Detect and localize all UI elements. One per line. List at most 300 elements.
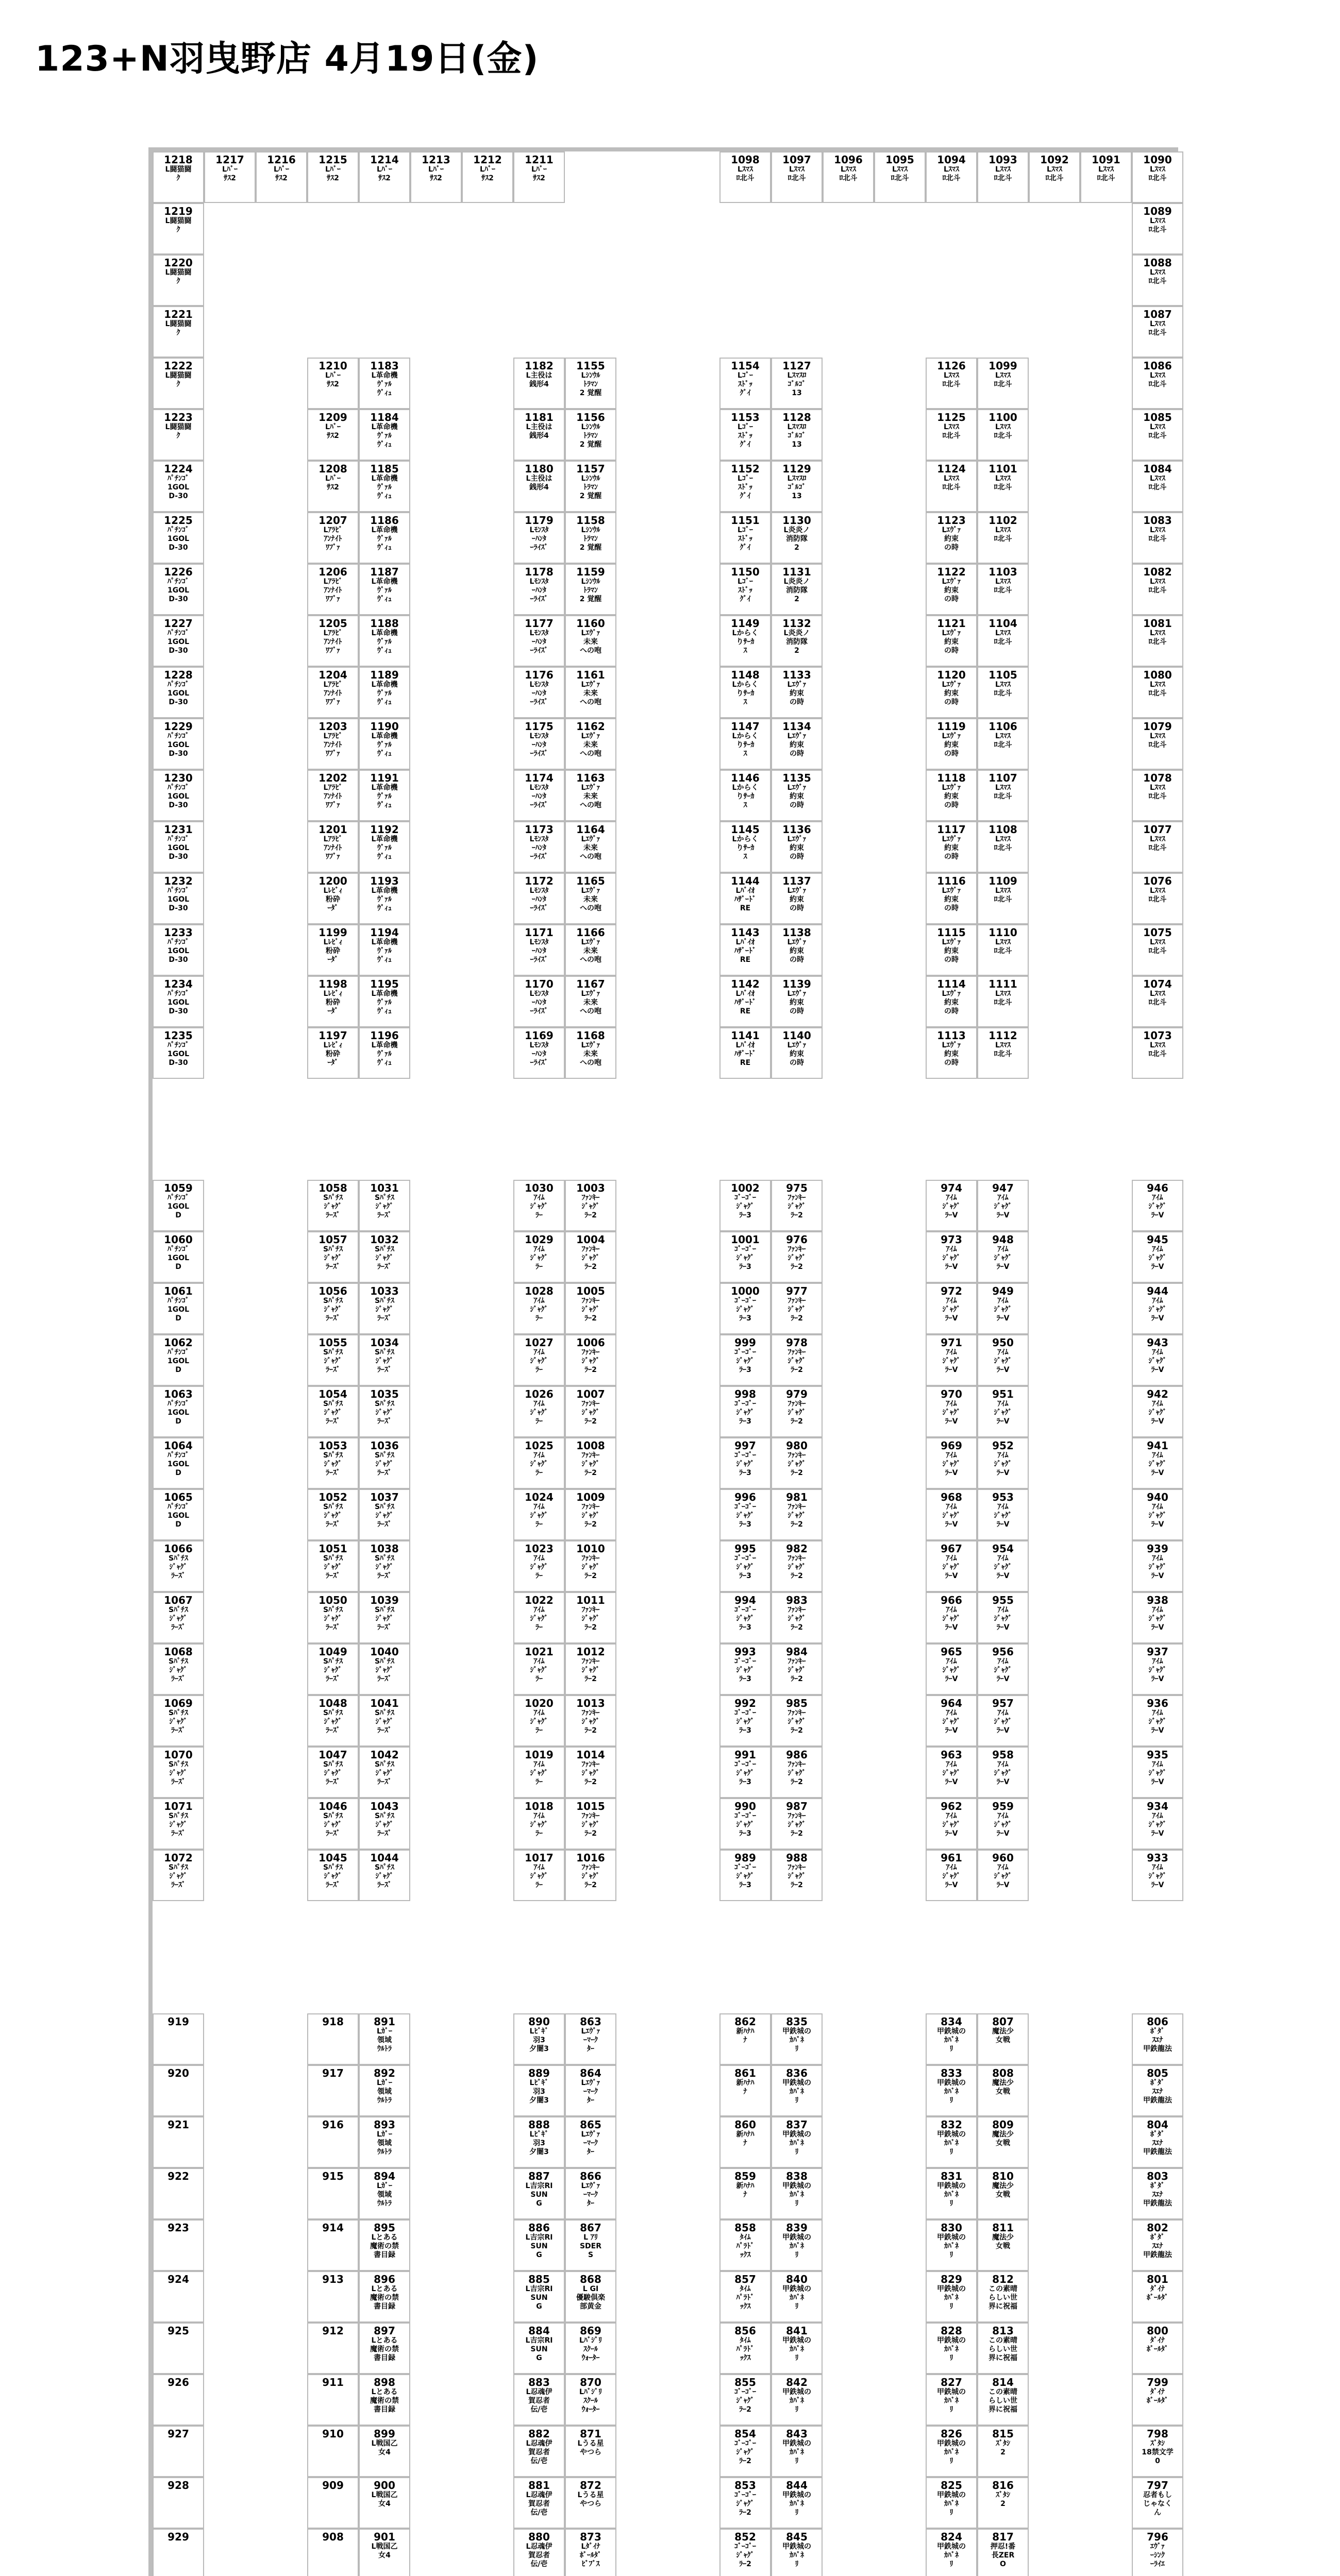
machine-cell xyxy=(359,924,410,976)
machine-name: Lｼﾝｳﾙ ﾄﾗﾏﾝ 2 覚醒 xyxy=(579,578,602,603)
machine-name: ｱｲﾑ ｼﾞｬｸﾞ ﾗｰV xyxy=(942,1400,961,1426)
machine-name: Sﾊﾟﾁｽ ｼﾞｬｸﾞ ﾗｰｽﾞ xyxy=(374,1245,395,1271)
machine-cell xyxy=(1132,1643,1183,1695)
machine-cell xyxy=(359,1747,410,1798)
machine-cell xyxy=(823,151,874,203)
machine-cell xyxy=(719,2065,771,2116)
machine-cell xyxy=(256,151,307,203)
machine-cell xyxy=(1132,2426,1183,2477)
machine-number: 1178 xyxy=(525,566,554,578)
machine-number: 1120 xyxy=(937,669,966,681)
machine-name: ｱｲﾑ ｼﾞｬｸﾞ ﾗｰV xyxy=(1148,1245,1167,1271)
machine-name: Lｽﾏｽ ﾛ北斗 xyxy=(788,165,806,182)
machine-name: Lとある 魔術の禁 書目録 xyxy=(370,2336,399,2362)
machine-number: 1114 xyxy=(937,978,966,990)
machine-cell xyxy=(359,512,410,564)
machine-cell xyxy=(153,512,204,564)
machine-name: Lｴｳﾞｧ 未来 への咆 xyxy=(580,681,601,706)
machine-cell xyxy=(977,976,1029,1027)
machine-name: 甲鉄城の ｶﾊﾞﾈ ﾘ xyxy=(782,2130,811,2156)
machine-name: 甲鉄城の ｶﾊﾞﾈ ﾘ xyxy=(782,2285,811,2311)
machine-name: ｱｲﾑ ｼﾞｬｸﾞ ﾗｰV xyxy=(942,1606,961,1632)
machine-cell xyxy=(462,151,513,203)
machine-number: 836 xyxy=(786,2067,808,2079)
machine-name: ﾊﾟﾁﾝｺﾞ 1GOL D-30 xyxy=(167,887,190,912)
machine-cell xyxy=(1132,1437,1183,1489)
machine-name: Lｴｳﾞｧ 約束 の時 xyxy=(942,526,961,552)
machine-cell xyxy=(565,821,616,873)
machine-cell xyxy=(977,1798,1029,1850)
machine-name: L革命機 ｳﾞｧﾙ ｳﾞｨｭ xyxy=(371,784,398,809)
machine-cell xyxy=(513,1540,565,1592)
machine-cell xyxy=(153,667,204,718)
machine-cell xyxy=(513,1850,565,1901)
machine-number: 1102 xyxy=(989,514,1017,527)
machine-number: 1193 xyxy=(370,875,399,887)
machine-cell xyxy=(771,2374,823,2426)
machine-cell xyxy=(719,1334,771,1386)
machine-name: Sﾊﾟﾁｽ ｼﾞｬｸﾞ ﾗｰｽﾞ xyxy=(374,1503,395,1529)
machine-cell xyxy=(977,2426,1029,2477)
machine-name: Lｽﾏｽ ﾛ北斗 xyxy=(1148,1041,1167,1058)
machine-cell xyxy=(771,1437,823,1489)
machine-number: 844 xyxy=(786,2479,808,2492)
machine-cell xyxy=(513,1437,565,1489)
machine-number: 1113 xyxy=(937,1029,966,1042)
machine-cell xyxy=(1132,1231,1183,1283)
machine-number: 1230 xyxy=(164,772,193,784)
machine-cell xyxy=(1132,2168,1183,2219)
machine-number: 859 xyxy=(734,2170,756,2182)
machine-number: 1228 xyxy=(164,669,193,681)
machine-name: 甲鉄城の ｶﾊﾞﾈ ﾘ xyxy=(937,2336,966,2362)
machine-number: 799 xyxy=(1147,2376,1168,2388)
machine-cell xyxy=(719,1798,771,1850)
machine-name: Lｴｳﾞｧ 約束 の時 xyxy=(787,681,807,706)
machine-number: 933 xyxy=(1147,1852,1168,1864)
machine-number: 863 xyxy=(580,2015,601,2028)
machine-name: Lｶﾞｰ 領域 ｳﾙﾄﾗ xyxy=(377,2130,392,2156)
machine-number: 1084 xyxy=(1143,463,1172,475)
machine-cell xyxy=(771,976,823,1027)
machine-name: ﾊﾟﾁﾝｺﾞ 1GOL D-30 xyxy=(167,835,190,861)
machine-cell xyxy=(926,1747,977,1798)
machine-cell xyxy=(771,564,823,615)
machine-number: 1182 xyxy=(525,360,554,372)
machine-name: ｺﾞｰｺﾞｰ ｼﾞｬｸﾞ ﾗｰ3 xyxy=(734,1863,756,1889)
machine-number: 1185 xyxy=(370,463,399,475)
machine-cell xyxy=(771,1283,823,1334)
machine-number: 1009 xyxy=(576,1491,605,1503)
machine-cell xyxy=(771,1027,823,1079)
machine-cell xyxy=(926,2065,977,2116)
machine-name: ﾊﾟﾁﾝｺﾞ 1GOL D-30 xyxy=(167,629,190,655)
machine-name: L忍魂伊 賀忍者 伝/壱 xyxy=(526,2543,552,2568)
machine-number: 1063 xyxy=(164,1388,193,1400)
machine-cell xyxy=(153,461,204,512)
machine-number: 1041 xyxy=(370,1697,399,1709)
machine-cell xyxy=(719,1695,771,1747)
machine-name: Lｴｳﾞｧ 約束 の時 xyxy=(942,835,961,861)
machine-cell xyxy=(307,1489,359,1540)
machine-number: 1088 xyxy=(1143,257,1172,269)
machine-number: 1175 xyxy=(525,720,554,733)
machine-cell xyxy=(513,151,565,203)
machine-number: 900 xyxy=(374,2479,395,2492)
machine-name: Lﾚﾋﾞｨ 粉砕 ｰﾀﾞ xyxy=(323,990,343,1015)
machine-number: 1108 xyxy=(989,823,1017,836)
machine-number: 1073 xyxy=(1143,1029,1172,1042)
machine-cell xyxy=(771,2013,823,2065)
machine-name: Lｽﾏｽ ﾛ北斗 xyxy=(942,423,961,440)
machine-name: ﾌｧﾝｷｰ ｼﾞｬｸﾞ ﾗｰ2 xyxy=(788,1606,806,1632)
machine-number: 1155 xyxy=(576,360,605,372)
machine-cell xyxy=(513,1283,565,1334)
machine-number: 1096 xyxy=(834,154,863,166)
machine-name: ｱｲﾑ ｼﾞｬｸﾞ ﾗｰV xyxy=(994,1657,1012,1683)
machine-cell xyxy=(926,821,977,873)
machine-number: 939 xyxy=(1147,1543,1168,1555)
machine-cell xyxy=(719,2323,771,2374)
machine-cell xyxy=(1132,2271,1183,2323)
machine-name: Lｴｳﾞｧ 約束 の時 xyxy=(942,732,961,758)
machine-cell xyxy=(977,667,1029,718)
machine-name: Lﾊﾞｲｵ ﾊｻﾞｰﾄﾞ RE xyxy=(734,990,756,1015)
machine-cell xyxy=(307,1283,359,1334)
machine-number: 1141 xyxy=(731,1029,760,1042)
machine-name: 甲鉄城の ｶﾊﾞﾈ ﾘ xyxy=(782,2233,811,2259)
machine-number: 881 xyxy=(528,2479,550,2492)
machine-number: 977 xyxy=(786,1285,808,1297)
machine-name: ｱｲﾑ ｼﾞｬｸﾞ ﾗｰ xyxy=(530,1348,548,1374)
machine-number: 1158 xyxy=(576,514,605,527)
machine-name: ﾌｧﾝｷｰ ｼﾞｬｸﾞ ﾗｰ2 xyxy=(581,1863,600,1889)
machine-name: ﾌｧﾝｷｰ ｼﾞｬｸﾞ ﾗｰ2 xyxy=(581,1194,600,1219)
machine-name: Lﾚﾋﾞｨ 粉砕 ｰﾀﾞ xyxy=(323,1041,343,1067)
machine-name: Lｽﾏｽ ﾛ北斗 xyxy=(891,165,909,182)
machine-number: 1086 xyxy=(1143,360,1172,372)
machine-cell xyxy=(719,2271,771,2323)
machine-name: ﾎﾞﾀﾞ ｽｴﾅ 甲鉄龍法 xyxy=(1143,2027,1172,2053)
machine-cell xyxy=(565,2529,616,2576)
machine-name: ｱｲﾑ ｼﾞｬｸﾞ ﾗｰ xyxy=(530,1606,548,1632)
machine-number: 870 xyxy=(580,2376,601,2388)
machine-number: 1039 xyxy=(370,1594,399,1606)
machine-cell xyxy=(719,873,771,924)
machine-cell xyxy=(513,1027,565,1079)
machine-number: 829 xyxy=(941,2273,962,2285)
machine-number: 1016 xyxy=(576,1852,605,1864)
machine-number: 1140 xyxy=(782,1029,811,1042)
machine-name: ｱｲﾑ ｼﾞｬｸﾞ ﾗｰV xyxy=(994,1554,1012,1580)
machine-cell xyxy=(565,461,616,512)
machine-name: 甲鉄城の ｶﾊﾞﾈ ﾘ xyxy=(937,2130,966,2156)
machine-name: ﾊﾟﾁﾝｺﾞ 1GOL D xyxy=(167,1245,190,1271)
machine-cell xyxy=(926,2219,977,2271)
machine-name: ｺﾞｰｺﾞｰ ｼﾞｬｸﾞ ﾗｰ3 xyxy=(734,1554,756,1580)
machine-cell xyxy=(565,2013,616,2065)
machine-cell xyxy=(719,2374,771,2426)
machine-name: Lﾊﾞｰ ｻｽ2 xyxy=(325,474,341,492)
machine-number: 934 xyxy=(1147,1800,1168,1812)
machine-name: Sﾊﾟﾁｽ ｼﾞｬｸﾞ ﾗｰｽﾞ xyxy=(374,1709,395,1735)
machine-name: Lからく りｻｰｶ ｽ xyxy=(732,629,759,655)
machine-cell xyxy=(926,2271,977,2323)
machine-name: ｱｲﾑ ｼﾞｬｸﾞ ﾗｰ xyxy=(530,1760,548,1786)
machine-name: Sﾊﾟﾁｽ ｼﾞｬｸﾞ ﾗｰｽﾞ xyxy=(323,1503,343,1529)
machine-cell xyxy=(977,1540,1029,1592)
machine-name: Lｴｳﾞｧ 約束 の時 xyxy=(942,938,961,964)
machine-cell xyxy=(307,2374,359,2426)
machine-name: Lｽﾏｽ ﾛ北斗 xyxy=(1148,268,1167,285)
machine-cell xyxy=(565,1540,616,1592)
machine-number: 1226 xyxy=(164,566,193,578)
machine-number: 1109 xyxy=(989,875,1017,887)
machine-number: 1087 xyxy=(1143,308,1172,320)
machine-number: 895 xyxy=(374,2222,395,2234)
machine-cell xyxy=(513,2116,565,2168)
machine-number: 1008 xyxy=(576,1439,605,1452)
machine-number: 914 xyxy=(322,2222,344,2234)
machine-cell xyxy=(153,1334,204,1386)
machine-number: 941 xyxy=(1147,1439,1168,1452)
machine-cell xyxy=(565,1437,616,1489)
machine-cell xyxy=(513,1747,565,1798)
machine-number: 1186 xyxy=(370,514,399,527)
machine-number: 949 xyxy=(992,1285,1014,1297)
machine-name: 甲鉄城の ｶﾊﾞﾈ ﾘ xyxy=(937,2233,966,2259)
machine-cell xyxy=(359,1798,410,1850)
machine-name: ﾊﾟﾁﾝｺﾞ 1GOL D xyxy=(167,1348,190,1374)
machine-name: Sﾊﾟﾁｽ ｼﾞｬｸﾞ ﾗｰｽﾞ xyxy=(374,1812,395,1838)
machine-name: Lｽﾏｽ ﾛ北斗 xyxy=(1148,217,1167,234)
machine-name: Lｴｳﾞｧ 約束 の時 xyxy=(942,887,961,912)
machine-cell xyxy=(513,564,565,615)
machine-number: 832 xyxy=(941,2119,962,2131)
machine-cell xyxy=(565,1180,616,1231)
machine-cell xyxy=(1132,1180,1183,1231)
machine-number: 1166 xyxy=(576,926,605,939)
machine-number: 1077 xyxy=(1143,823,1172,836)
machine-number: 1058 xyxy=(319,1182,347,1194)
machine-name: Lﾊﾞｼﾞﾘ ｽｸｰﾙ ｳｫｰﾀｰ xyxy=(579,2336,602,2362)
machine-number: 898 xyxy=(374,2376,395,2388)
machine-number: 1224 xyxy=(164,463,193,475)
machine-cell xyxy=(565,358,616,409)
machine-cell xyxy=(719,512,771,564)
machine-name: ｱｲﾑ ｼﾞｬｸﾞ ﾗｰ xyxy=(530,1451,548,1477)
machine-name: Lからく りｻｰｶ ｽ xyxy=(732,784,759,809)
machine-name: ﾌｧﾝｷｰ ｼﾞｬｸﾞ ﾗｰ2 xyxy=(788,1400,806,1426)
machine-number: 838 xyxy=(786,2170,808,2182)
machine-cell xyxy=(513,2529,565,2576)
machine-cell xyxy=(977,821,1029,873)
machine-name: Lﾊﾞｲｵ ﾊｻﾞｰﾄﾞ RE xyxy=(734,938,756,964)
machine-name: Lｶﾞｰ 領域 ｳﾙﾄﾗ xyxy=(377,2027,392,2053)
machine-name: Lﾚﾋﾞｨ 粉砕 ｰﾀﾞ xyxy=(323,887,343,912)
machine-number: 959 xyxy=(992,1800,1014,1812)
machine-cell xyxy=(719,2477,771,2529)
machine-number: 811 xyxy=(992,2222,1014,2234)
machine-number: 1103 xyxy=(989,566,1017,578)
machine-cell xyxy=(926,1695,977,1747)
machine-name: ﾀﾞｲﾅ ﾎﾞｰﾙﾀﾞ xyxy=(1147,2336,1168,2353)
machine-cell xyxy=(926,564,977,615)
machine-number: 886 xyxy=(528,2222,550,2234)
machine-cell xyxy=(719,461,771,512)
machine-name: Lとある 魔術の禁 書目録 xyxy=(370,2233,399,2259)
machine-number: 802 xyxy=(1147,2222,1168,2234)
machine-cell xyxy=(565,2426,616,2477)
machine-number: 1157 xyxy=(576,463,605,475)
machine-cell xyxy=(359,2116,410,2168)
machine-name: ｱｲﾑ ｼﾞｬｸﾞ ﾗｰV xyxy=(994,1709,1012,1735)
machine-name: Lｽﾏｽ ﾛ北斗 xyxy=(994,681,1012,698)
machine-cell xyxy=(771,2477,823,2529)
machine-cell xyxy=(1132,151,1183,203)
machine-cell xyxy=(926,2013,977,2065)
machine-name: Lｴｳﾞｧ 約束 の時 xyxy=(942,1041,961,1067)
machine-number: 1090 xyxy=(1143,154,1172,166)
machine-number: 969 xyxy=(941,1439,962,1452)
machine-name: L戦国乙 女4 xyxy=(371,2439,398,2456)
machine-cell xyxy=(874,151,926,203)
machine-cell xyxy=(513,358,565,409)
machine-name: Lｽﾏｽ ﾛ北斗 xyxy=(1148,578,1167,595)
machine-number: 1153 xyxy=(731,411,760,423)
machine-cell xyxy=(513,1489,565,1540)
machine-cell xyxy=(153,203,204,255)
machine-name: ﾀﾞｲﾅ ﾎﾞｰﾙﾀﾞ xyxy=(1147,2388,1168,2405)
machine-number: 830 xyxy=(941,2222,962,2234)
machine-name: ﾌｧﾝｷｰ ｼﾞｬｸﾞ ﾗｰ2 xyxy=(581,1348,600,1374)
machine-number: 1149 xyxy=(731,617,760,630)
machine-cell xyxy=(513,873,565,924)
machine-name: ﾌｧﾝｷｰ ｼﾞｬｸﾞ ﾗｰ2 xyxy=(581,1503,600,1529)
machine-name: Sﾊﾟﾁｽ ｼﾞｬｸﾞ ﾗｰｽﾞ xyxy=(374,1297,395,1323)
machine-number: 1032 xyxy=(370,1233,399,1246)
machine-number: 1167 xyxy=(576,978,605,990)
machine-name: Sﾊﾟﾁｽ ｼﾞｬｸﾞ ﾗｰｽﾞ xyxy=(168,1657,189,1683)
machine-number: 1025 xyxy=(525,1439,554,1452)
machine-name: ｱｲﾑ ｼﾞｬｸﾞ ﾗｰ xyxy=(530,1400,548,1426)
machine-name: ｱｲﾑ ｼﾞｬｸﾞ ﾗｰ xyxy=(530,1657,548,1683)
machine-name: ｱｲﾑ ｼﾞｬｸﾞ ﾗｰV xyxy=(942,1760,961,1786)
machine-cell xyxy=(719,409,771,461)
machine-name: ﾌｧﾝｷｰ ｼﾞｬｸﾞ ﾗｰ2 xyxy=(788,1709,806,1735)
machine-number: 853 xyxy=(734,2479,756,2492)
machine-cell xyxy=(1132,615,1183,667)
machine-name: Lｴｳﾞｧ 未来 への咆 xyxy=(580,990,601,1015)
machine-name: L革命機 ｳﾞｧﾙ ｳﾞｨｭ xyxy=(371,526,398,552)
machine-cell xyxy=(926,770,977,821)
machine-name: 甲鉄城の ｶﾊﾞﾈ ﾘ xyxy=(937,2543,966,2568)
machine-number: 1181 xyxy=(525,411,554,423)
machine-number: 1038 xyxy=(370,1543,399,1555)
machine-cell xyxy=(307,1231,359,1283)
machine-name: 魔法少 女戦 xyxy=(992,2130,1014,2147)
machine-name: Lﾊﾞｰ ｻｽ2 xyxy=(480,165,495,182)
machine-cell xyxy=(719,1437,771,1489)
machine-number: 888 xyxy=(528,2119,550,2131)
machine-cell xyxy=(771,2323,823,2374)
machine-number: 987 xyxy=(786,1800,808,1812)
machine-name: 新ﾊﾅﾊ ﾅ xyxy=(736,2130,755,2147)
machine-number: 1188 xyxy=(370,617,399,630)
machine-number: 1119 xyxy=(937,720,966,733)
machine-cell xyxy=(153,2374,204,2426)
machine-name: Lﾓﾝｽﾀ ｰﾊﾝﾀ ｰﾗｲｽﾞ xyxy=(529,784,549,809)
machine-name: Lｺﾞｰ ｽﾄﾞｯ ｸﾞｲ xyxy=(738,371,753,397)
machine-cell xyxy=(307,564,359,615)
machine-cell xyxy=(1132,1283,1183,1334)
machine-name: ｱｲﾑ ｼﾞｬｸﾞ ﾗｰV xyxy=(994,1863,1012,1889)
machine-name: 甲鉄城の ｶﾊﾞﾈ ﾘ xyxy=(782,2543,811,2568)
machine-number: 994 xyxy=(734,1594,756,1606)
machine-cell xyxy=(977,2116,1029,2168)
machine-cell xyxy=(771,2116,823,2168)
machine-number: 964 xyxy=(941,1697,962,1709)
machine-cell xyxy=(513,409,565,461)
machine-number: 816 xyxy=(992,2479,1014,2492)
machine-cell xyxy=(926,1798,977,1850)
machine-number: 973 xyxy=(941,1233,962,1246)
machine-number: 1124 xyxy=(937,463,966,475)
machine-cell xyxy=(513,2374,565,2426)
machine-cell xyxy=(359,409,410,461)
machine-number: 1052 xyxy=(319,1491,347,1503)
machine-cell xyxy=(771,409,823,461)
machine-cell xyxy=(977,2065,1029,2116)
machine-cell xyxy=(307,1180,359,1231)
machine-name: L革命機 ｳﾞｧﾙ ｳﾞｨｭ xyxy=(371,629,398,655)
machine-name: 甲鉄城の ｶﾊﾞﾈ ﾘ xyxy=(782,2079,811,2105)
machine-cell xyxy=(307,1334,359,1386)
machine-name: Lうる星 やつら xyxy=(577,2491,604,2508)
machine-cell xyxy=(926,2323,977,2374)
machine-number: 897 xyxy=(374,2325,395,2337)
machine-number: 892 xyxy=(374,2067,395,2079)
machine-number: 1148 xyxy=(731,669,760,681)
machine-cell xyxy=(977,461,1029,512)
machine-name: 甲鉄城の ｶﾊﾞﾈ ﾘ xyxy=(782,2491,811,2517)
machine-number: 950 xyxy=(992,1336,1014,1349)
machine-cell xyxy=(565,1027,616,1079)
machine-cell xyxy=(307,2168,359,2219)
machine-number: 1147 xyxy=(731,720,760,733)
machine-name: Lｱﾗﾋﾞ ｱﾝﾅｲﾄ ﾜﾌﾞｧ xyxy=(323,835,343,861)
machine-number: 1040 xyxy=(370,1646,399,1658)
machine-name: ｺﾞｰｺﾞｰ ｼﾞｬｸﾞ ﾗｰ2 xyxy=(734,2491,756,2517)
machine-cell xyxy=(1132,1695,1183,1747)
machine-cell xyxy=(719,615,771,667)
machine-cell xyxy=(153,2426,204,2477)
top-wall xyxy=(148,147,1178,151)
machine-name: ﾌｧﾝｷｰ ｼﾞｬｸﾞ ﾗｰ2 xyxy=(788,1297,806,1323)
machine-number: 910 xyxy=(322,2428,344,2440)
machine-name: Lｽﾏｽ ﾛ北斗 xyxy=(1148,784,1167,801)
machine-number: 1160 xyxy=(576,617,605,630)
machine-name: Lｼﾝｳﾙ ﾄﾗﾏﾝ 2 覚醒 xyxy=(579,474,602,500)
machine-name: この素晴 らしい世 界に祝福 xyxy=(989,2388,1017,2414)
machine-number: 1066 xyxy=(164,1543,193,1555)
machine-name: Lｽﾏｽ ﾛ北斗 xyxy=(994,474,1012,492)
machine-number: 960 xyxy=(992,1852,1014,1864)
machine-name: Lｴｳﾞｧ ｰﾏｰｸ ﾀｰ xyxy=(581,2182,600,2208)
machine-number: 1179 xyxy=(525,514,554,527)
machine-number: 929 xyxy=(167,2531,189,2543)
machine-number: 1050 xyxy=(319,1594,347,1606)
